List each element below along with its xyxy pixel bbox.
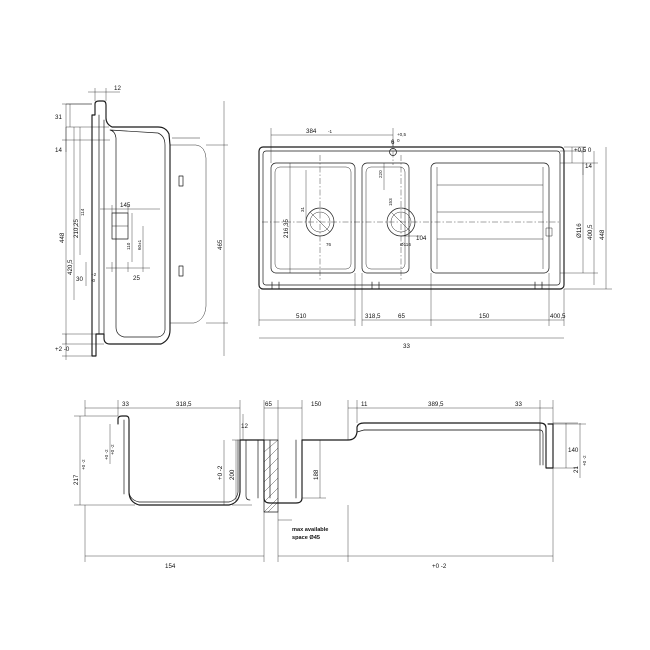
dim-top-448: 400,5 (587, 224, 594, 240)
dim-side-14: 14 (55, 147, 62, 154)
dim-side-31-top: 31 (55, 114, 62, 121)
dim-side-30-tol-lower: -0 (91, 278, 96, 283)
dim-side-31-bottom: +2 -0 (55, 346, 70, 353)
dim-top-33: 400,5 (550, 313, 566, 320)
dim-front-104-tol: +0 -2 (110, 444, 115, 455)
dim-front-188: 200 (229, 469, 236, 480)
dim-front-427: +0 -2 (432, 563, 447, 570)
note-max-space-line1: max available (292, 527, 329, 533)
dim-front-33-right: 33 (515, 401, 522, 408)
dim-top-65: 318,5 (365, 313, 381, 320)
dim-front-104: +0 -2 (104, 449, 109, 460)
dim-top-384: 384 (306, 128, 317, 135)
dim-top-14: +0,5 0 (574, 147, 592, 154)
dim-side-30: 30 (76, 276, 83, 283)
view-front-section (73, 400, 587, 570)
dim-side-110: 110 (126, 242, 131, 250)
view-side-section (55, 85, 228, 360)
dim-front-150: 150 (311, 401, 322, 408)
dim-front-154-tol: +0 -2 (582, 455, 587, 466)
dim-top-6-tol-lower: 0 (397, 138, 400, 143)
dim-top-318-5: 510 (296, 313, 307, 320)
dim-side-210-25: 210,25 (73, 219, 80, 238)
dim-front-11: 11 (361, 401, 368, 408)
hatched-region (264, 440, 278, 512)
dim-side-448: 448 (59, 232, 66, 243)
dim-front-33-left: 33 (122, 401, 129, 408)
dim-front-65: 65 (265, 401, 272, 408)
dim-front-550: 154 (165, 563, 176, 570)
dim-top-400-5: Ø116 (576, 223, 583, 238)
dim-front-200: +0 -2 (217, 465, 224, 480)
dim-side-145: 145 (120, 202, 131, 209)
dim-top-104: 153 (388, 198, 393, 206)
dim-top-6-tol-upper: +0,5 (397, 132, 407, 137)
dim-top-153: 220 (378, 170, 383, 178)
dim-front-217-tol: +0 -2 (81, 459, 86, 470)
dim-top-dia-left: 76 (326, 242, 332, 247)
dim-side-114: 114 (80, 208, 85, 216)
dim-front-389-5: 389,5 (428, 401, 444, 408)
dim-top-dia-right: Ø116 (400, 242, 411, 247)
dim-top-400-5b: 150 (479, 313, 490, 320)
note-max-space-line2: space Ø45 (292, 535, 320, 541)
dim-top-216-35: 31 (300, 206, 305, 212)
dim-front-318-5: 318,5 (176, 401, 192, 408)
dim-front-140: 188 (313, 469, 320, 480)
view-top-plan (259, 128, 612, 350)
dim-top-510: 448 (599, 229, 606, 240)
dim-side-60-1: 60±1 (137, 239, 142, 250)
dim-top-220: 216,35 (283, 219, 290, 238)
dim-top-76: 104 (416, 235, 427, 242)
dim-side-30-tol: +2 (91, 272, 97, 277)
dim-front-12: 12 (241, 423, 248, 430)
dim-top-384-tol: -1 (328, 129, 333, 134)
dim-top-31: 14 (585, 163, 592, 170)
dim-front-21: 140 (568, 447, 579, 454)
dim-side-465: 465 (217, 239, 224, 250)
dim-front-154: 21 (573, 466, 580, 473)
dim-top-150: 65 (398, 313, 405, 320)
dim-side-25: 25 (133, 275, 140, 282)
dim-front-217: 217 (73, 474, 80, 485)
dim-top-1000: 33 (403, 343, 410, 350)
dim-side-420-5: 420,5 (67, 259, 74, 275)
dim-side-12: 12 (114, 85, 121, 92)
dim-top-6: 6 (391, 139, 395, 146)
